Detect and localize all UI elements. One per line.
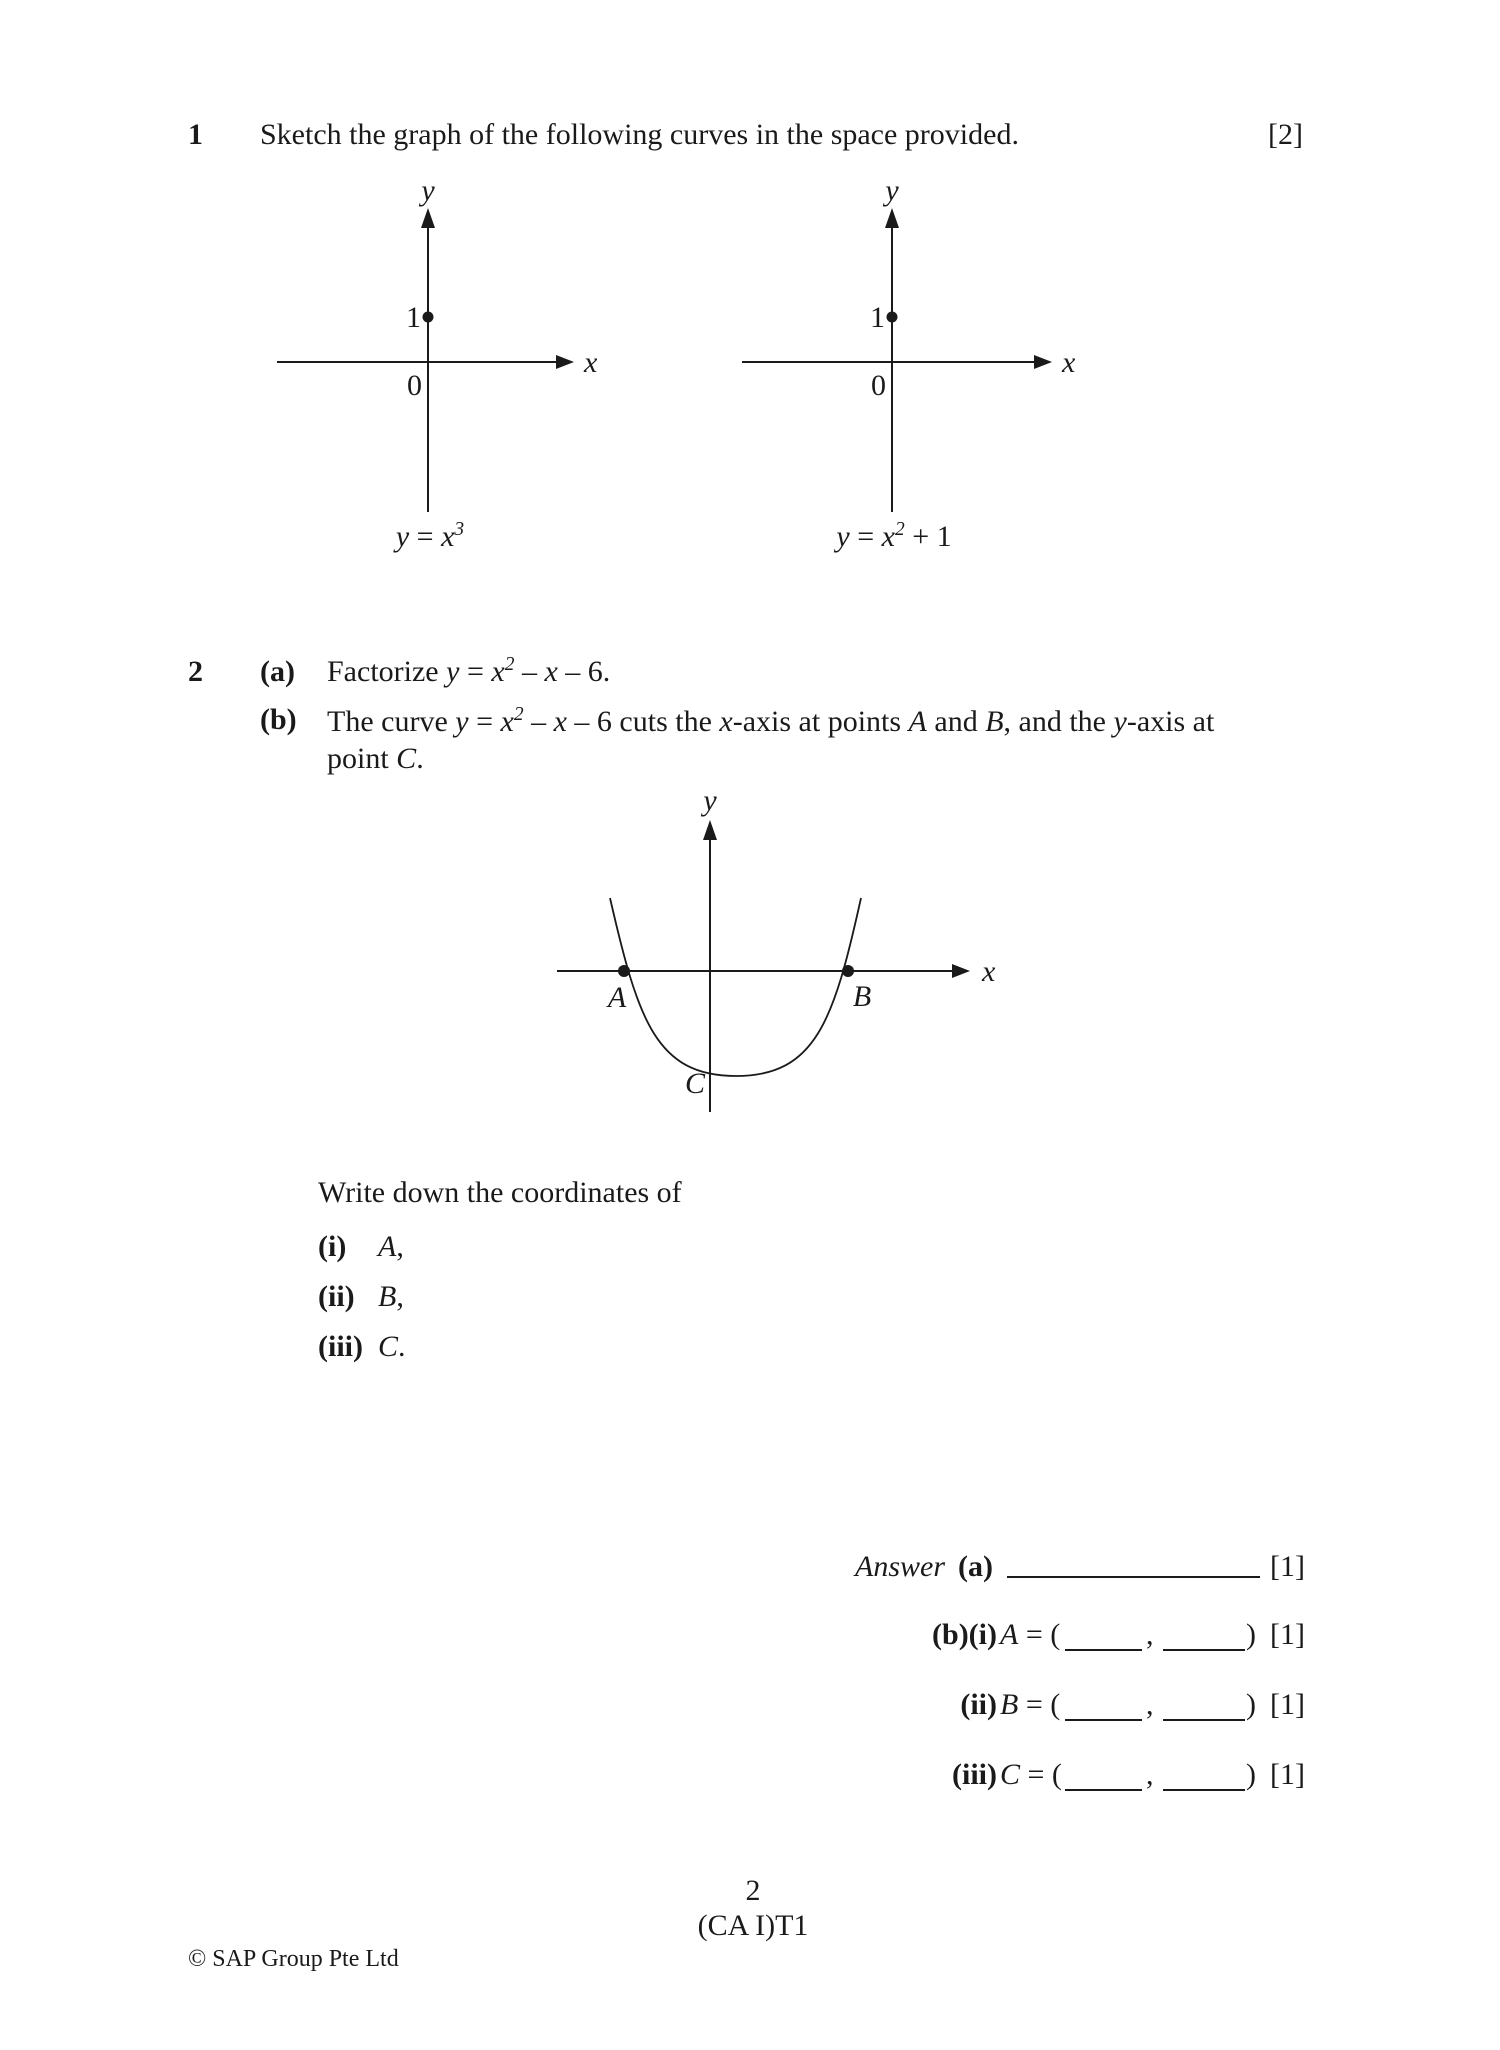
answer-bi-marker: (b)(i): [932, 1618, 997, 1651]
answer-a-marks: [1]: [1270, 1550, 1305, 1583]
question-2-number: 2: [188, 655, 203, 688]
item-i-label: A,: [378, 1230, 404, 1263]
parabola-curve: [610, 898, 861, 1076]
item-ii-label: B,: [378, 1280, 404, 1313]
point-a-dot: [618, 965, 630, 977]
answer-biii-marks: [1]: [1270, 1758, 1305, 1791]
question-2b-text: The curve $y = x^2 - x - 6$ cuts the x-axis at points A and B, and the y-axis at point C.: [327, 704, 1215, 775]
y-intercept-dot: [423, 312, 434, 323]
question-2a-marker: (a): [260, 655, 295, 688]
point-a-label: A: [607, 981, 627, 1014]
question-2a-text: Factorize $y = x^2 - x - 6$.: [327, 654, 611, 688]
answer-word: Answer: [855, 1550, 945, 1583]
y-axis-label: y: [885, 174, 899, 207]
answer-biii-comma: ,: [1146, 1758, 1154, 1791]
answer-a-blank: [1007, 1576, 1260, 1578]
answer-bi-lead: A = (: [1000, 1618, 1061, 1651]
answer-biii-lead: C = (: [1000, 1758, 1062, 1791]
intercept-tick-label: 1: [870, 301, 885, 334]
x-axis-arrow-icon: [1034, 355, 1052, 369]
answer-bii-comma: ,: [1146, 1688, 1154, 1721]
figure-quadratic-caption: $y = x^2 + 1$: [836, 519, 952, 553]
item-ii-marker: (ii): [318, 1280, 355, 1313]
answer-a-marker: (a): [958, 1550, 993, 1583]
answer-bii-marks: [1]: [1270, 1688, 1305, 1721]
page-number: 2: [745, 1874, 761, 1907]
answer-biii-marker: (iii): [952, 1758, 997, 1791]
origin-label: 0: [871, 369, 886, 402]
copyright-notice: © SAP Group Pte Ltd: [188, 1946, 399, 1972]
x-axis-label: x: [982, 955, 996, 988]
answer-bii-close: ): [1246, 1688, 1256, 1721]
question-2b-marker: (b): [260, 703, 297, 736]
paper-code: (CA I)T1: [697, 1909, 809, 1942]
answer-biii-blank-x: [1065, 1789, 1142, 1791]
figure-cubic-axes: [250, 174, 620, 530]
answer-bii-blank-y: [1163, 1719, 1245, 1721]
answer-bi-blank-y: [1163, 1649, 1245, 1651]
x-axis-arrow-icon: [556, 355, 574, 369]
x-axis-arrow-icon: [952, 964, 970, 978]
answer-bii-lead: B = (: [1000, 1688, 1061, 1721]
question-1-marks: [2]: [1268, 118, 1303, 151]
question-1-number: 1: [188, 118, 203, 151]
question-1-text: Sketch the graph of the following curves in the space provided.: [260, 118, 1019, 151]
answer-biii-close: ): [1246, 1758, 1256, 1791]
figure-quadratic-axes: [715, 174, 1105, 530]
answer-bi-comma: ,: [1146, 1618, 1154, 1651]
x-axis-label: x: [584, 346, 598, 379]
answer-bi-marks: [1]: [1270, 1618, 1305, 1651]
figure-parabola: [550, 780, 1030, 1140]
y-axis-label: y: [421, 174, 435, 207]
answer-bi-close: ): [1246, 1618, 1256, 1651]
y-axis-arrow-icon: [885, 208, 899, 228]
answer-biii-blank-y: [1163, 1789, 1245, 1791]
point-b-label: B: [852, 980, 872, 1013]
y-axis-arrow-icon: [703, 820, 717, 840]
origin-label: 0: [407, 369, 422, 402]
y-axis-label: y: [703, 784, 717, 817]
x-axis-label: x: [1062, 346, 1076, 379]
write-down-intro: Write down the coordinates of: [318, 1176, 682, 1209]
y-axis-arrow-icon: [421, 208, 435, 228]
point-b-dot: [842, 965, 854, 977]
answer-bi-blank-x: [1065, 1649, 1142, 1651]
intercept-tick-label: 1: [406, 301, 421, 334]
item-iii-label: C.: [378, 1330, 406, 1363]
y-intercept-dot: [887, 312, 898, 323]
answer-bii-marker: (ii): [960, 1688, 997, 1721]
answer-bii-blank-x: [1065, 1719, 1142, 1721]
point-c-label: C: [684, 1067, 706, 1100]
item-iii-marker: (iii): [318, 1330, 363, 1363]
figure-cubic-caption: $y = x^3$: [395, 519, 465, 553]
item-i-marker: (i): [318, 1230, 347, 1263]
